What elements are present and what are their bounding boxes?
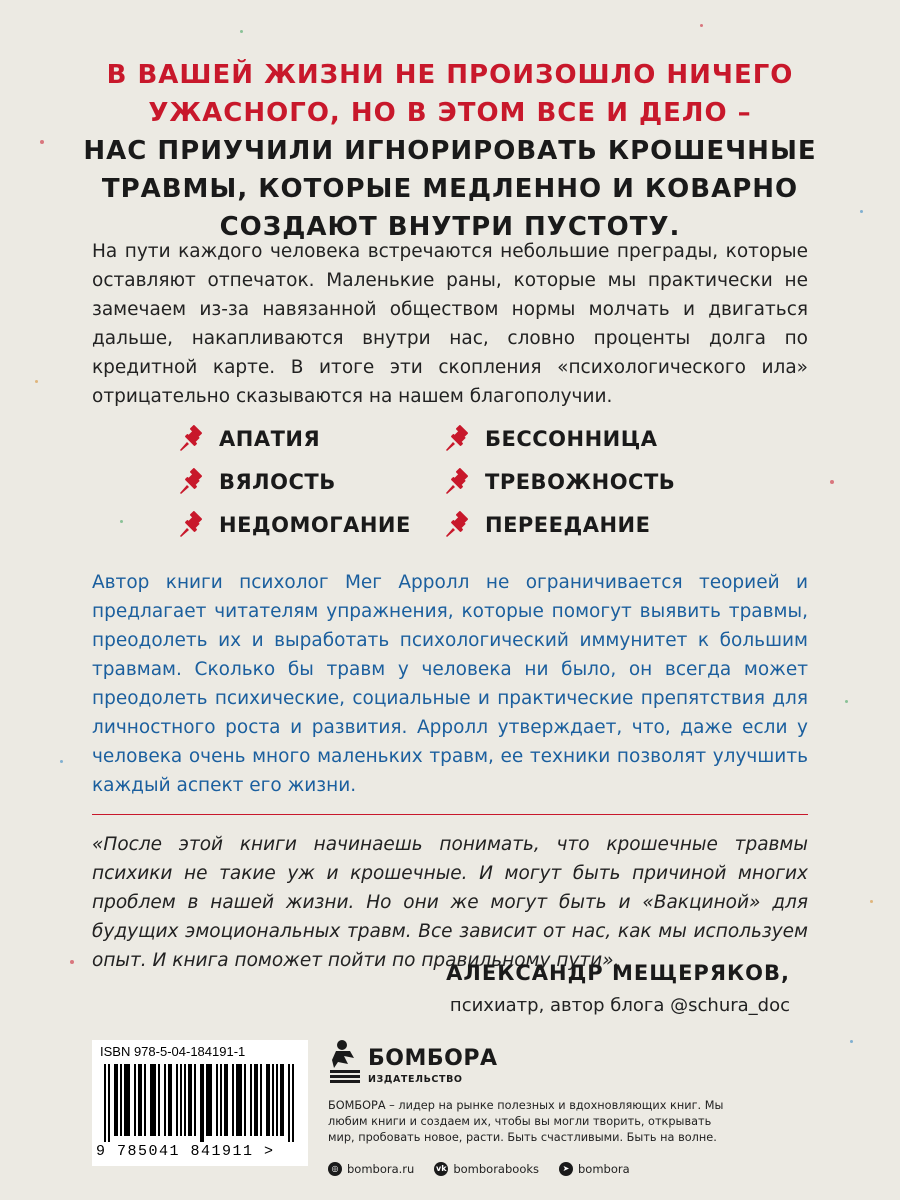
symptoms-list	[178, 424, 738, 540]
symptom-item	[178, 467, 444, 497]
telegram-icon: ➤	[559, 1162, 573, 1176]
symptom-label: ВЯЛОСТЬ	[219, 470, 336, 494]
social-links	[328, 1162, 650, 1176]
headline-line: УЖАСНОГО, НО В ЭТОМ ВСЕ И ДЕЛО –	[148, 98, 752, 128]
headline-line: В ВАШЕЙ ЖИЗНИ НЕ ПРОИЗОШЛО НИЧЕГО	[106, 60, 794, 90]
symptom-item	[444, 424, 738, 454]
quote-author-role: психиатр, автор блога @schura_doc	[449, 995, 790, 1016]
headline-line: НАС ПРИУЧИЛИ ИГНОРИРОВАТЬ КРОШЕЧНЫЕ	[83, 136, 817, 166]
symptom-item	[178, 510, 444, 540]
barcode-digits: 9 785041 841911 >	[96, 1143, 275, 1160]
headline-line: ТРАВМЫ, КОТОРЫЕ МЕДЛЕННО И КОВАРНО	[101, 174, 799, 204]
barcode-bars	[104, 1064, 296, 1142]
symptom-item	[444, 467, 738, 497]
social-label: bombora	[578, 1162, 630, 1176]
intro-paragraph: На пути каждого человека встречаются небольшие преграды, которые оставляют отпечаток. Маленькие раны, которые мы практически не замечаем из-за навязанной обществом нормы молчать и двигаться дальше, накапливаются внутри нас, словно проценты долга по кредитной карте. В итоге эти скопления «психологического ила» отрицательно сказываются на нашем благополучии.	[92, 241, 808, 407]
social-label: bomborabooks	[453, 1162, 539, 1176]
author-paragraph: Автор книги психолог Мег Арролл не ограничивается теорией и предлагает читателям упражнения, которые помогут выявить травмы, преодолеть их и выработать психологический иммунитет к большим травмам. Сколько бы травм у человека ни было, он всегда может преодолеть психические, социальные и практические препятствия для личностного роста и развития. Арролл утверждает, что, даже если у человека очень много маленьких травм, ее техники позволят улучшить каждый аспект его жизни.	[92, 572, 808, 796]
symptom-item	[178, 424, 444, 454]
pushpin-icon	[444, 468, 472, 496]
social-link-site[interactable]	[328, 1162, 414, 1176]
isbn-barcode	[92, 1040, 308, 1166]
headline-line: СОЗДАЮТ ВНУТРИ ПУСТОТУ.	[219, 212, 681, 242]
pushpin-icon	[444, 511, 472, 539]
publisher-subtitle: ИЗДАТЕЛЬСТВО	[368, 1074, 463, 1085]
vk-icon: vk	[434, 1162, 448, 1176]
pushpin-icon	[178, 425, 206, 453]
globe-icon: ◎	[328, 1162, 342, 1176]
symptom-label: АПАТИЯ	[219, 427, 321, 451]
bombora-logo-icon	[328, 1038, 362, 1086]
pushpin-icon	[444, 425, 472, 453]
review-quote: «После этой книги начинаешь понимать, что крошечные травмы психики не такие уж и крошечные. И могут быть причиной многих проблем в нашей жизни. Но они же могут быть и «Вакциной» для будущих эмоциональных травм. Все зависит от нас, как мы используем опыт. И книга поможет пойти по правильному пути».	[92, 834, 808, 971]
quote-author: АЛЕКСАНДР МЕЩЕРЯКОВ,	[446, 961, 790, 985]
pushpin-icon	[178, 511, 206, 539]
pushpin-icon	[178, 468, 206, 496]
social-label: bombora.ru	[347, 1162, 415, 1176]
social-link-telegram[interactable]	[559, 1162, 630, 1176]
publisher-name: БОМБОРА	[368, 1046, 498, 1071]
publisher-description: БОМБОРА – лидер на рынке полезных и вдохновляющих книг. Мы любим книги и создаем их, чтобы вы могли творить, открывать мир, пробовать новое, расти. Быть счастливыми. Быть на волне.	[328, 1099, 724, 1144]
headline	[60, 56, 840, 246]
symptom-label: ПЕРЕЕДАНИЕ	[485, 513, 651, 537]
divider-line	[92, 814, 808, 815]
symptom-label: ТРЕВОЖНОСТЬ	[485, 470, 676, 494]
isbn-label: ISBN 978-5-04-184191-1	[100, 1044, 246, 1059]
symptom-label: БЕССОННИЦА	[485, 427, 658, 451]
symptom-label: НЕДОМОГАНИЕ	[219, 513, 411, 537]
symptom-item	[444, 510, 738, 540]
social-link-vk[interactable]	[434, 1162, 539, 1176]
